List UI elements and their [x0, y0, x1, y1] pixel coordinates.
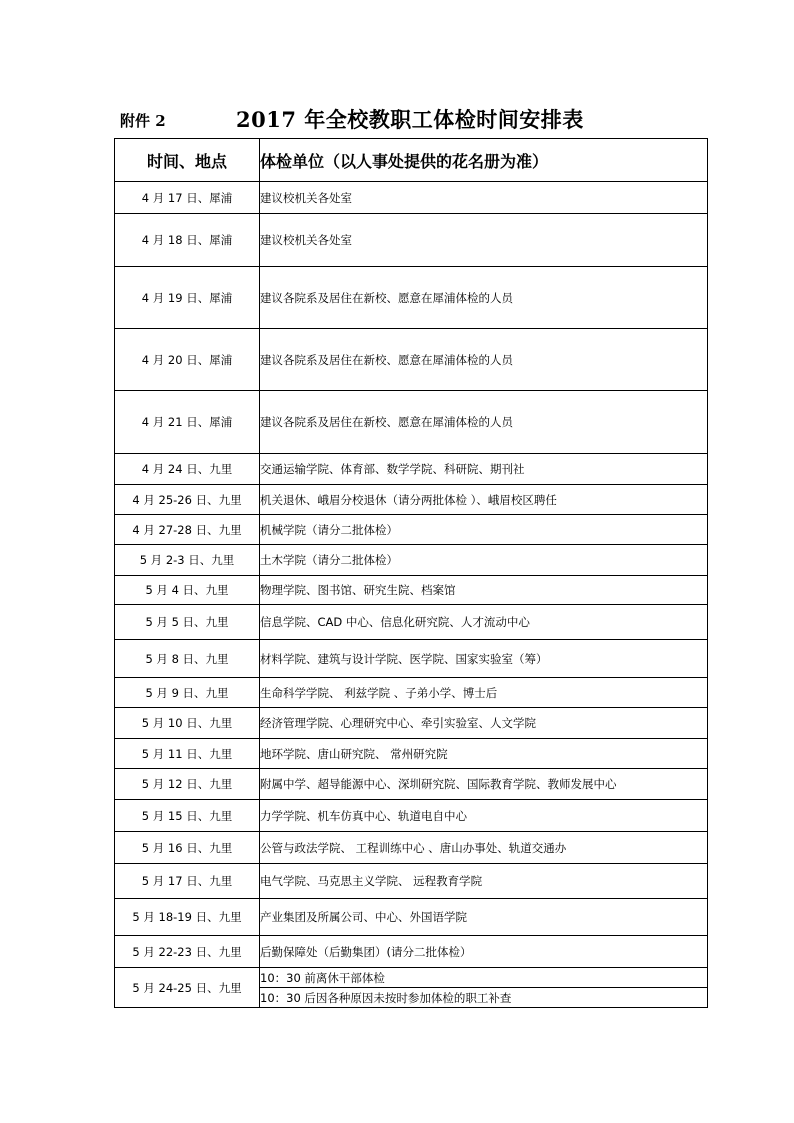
table-row	[115, 864, 708, 899]
table-row	[115, 182, 708, 214]
cell-time: 4 月 24 日、九里	[115, 454, 260, 485]
cell-time: 4 月 25-26 日、九里	[115, 485, 260, 515]
cell-time: 5 月 2-3 日、九里	[115, 545, 260, 576]
cell-unit: 建议校机关各处室	[260, 182, 708, 214]
document-header	[114, 102, 708, 136]
cell-time: 5 月 8 日、九里	[115, 640, 260, 678]
table-row	[115, 936, 708, 968]
cell-time: 4 月 18 日、犀浦	[115, 214, 260, 267]
table-row	[115, 968, 708, 988]
table-row	[115, 515, 708, 545]
table-row	[115, 267, 708, 329]
cell-unit: 地环学院、唐山研究院、 常州研究院	[260, 739, 708, 769]
cell-time: 5 月 17 日、九里	[115, 864, 260, 899]
cell-unit: 信息学院、CAD 中心、信息化研究院、人才流动中心	[260, 605, 708, 640]
table-row	[115, 485, 708, 515]
cell-unit: 生命科学学院、 利兹学院 、子弟小学、博士后	[260, 678, 708, 708]
cell-unit: 物理学院、图书馆、研究生院、档案馆	[260, 576, 708, 605]
table-row	[115, 605, 708, 640]
cell-unit: 建议校机关各处室	[260, 214, 708, 267]
cell-unit: 建议各院系及居住在新校、愿意在犀浦体检的人员	[260, 267, 708, 329]
cell-time: 5 月 12 日、九里	[115, 769, 260, 800]
cell-time: 4 月 19 日、犀浦	[115, 267, 260, 329]
cell-unit: 土木学院（请分二批体检）	[260, 545, 708, 576]
table-row	[115, 899, 708, 936]
table-row	[115, 545, 708, 576]
cell-unit: 公管与政法学院、 工程训练中心 、唐山办事处、轨道交通办	[260, 832, 708, 864]
table-row	[115, 832, 708, 864]
table-row	[115, 708, 708, 739]
document-title: 2017 年全校教职工体检时间安排表	[236, 107, 584, 132]
table-row	[115, 800, 708, 832]
cell-unit: 后勤保障处（后勤集团）(请分二批体检）	[260, 936, 708, 968]
cell-unit: 交通运输学院、体育部、数学学院、科研院、期刊社	[260, 454, 708, 485]
column-header-unit: 体检单位（以人事处提供的花名册为准）	[260, 139, 708, 182]
cell-time: 5 月 9 日、九里	[115, 678, 260, 708]
cell-time: 4 月 21 日、犀浦	[115, 391, 260, 454]
cell-time: 5 月 5 日、九里	[115, 605, 260, 640]
schedule-table	[114, 138, 708, 1008]
table-row	[115, 329, 708, 391]
cell-unit: 力学学院、机车仿真中心、轨道电自中心	[260, 800, 708, 832]
cell-time: 5 月 11 日、九里	[115, 739, 260, 769]
cell-time: 5 月 10 日、九里	[115, 708, 260, 739]
cell-time: 5 月 24-25 日、九里	[115, 968, 260, 1008]
table-header-row	[115, 139, 708, 182]
table-row	[115, 678, 708, 708]
cell-time: 4 月 20 日、犀浦	[115, 329, 260, 391]
cell-time: 4 月 17 日、犀浦	[115, 182, 260, 214]
cell-time: 5 月 18-19 日、九里	[115, 899, 260, 936]
cell-unit: 机械学院（请分二批体检）	[260, 515, 708, 545]
table-row	[115, 454, 708, 485]
cell-time: 5 月 16 日、九里	[115, 832, 260, 864]
cell-time: 5 月 15 日、九里	[115, 800, 260, 832]
cell-time: 5 月 4 日、九里	[115, 576, 260, 605]
cell-unit: 10：30 后因各种原因未按时参加体检的职工补查	[260, 988, 708, 1008]
cell-time: 4 月 27-28 日、九里	[115, 515, 260, 545]
table-row	[115, 576, 708, 605]
table-row	[115, 769, 708, 800]
cell-unit: 10：30 前离休干部体检	[260, 968, 708, 988]
cell-unit: 建议各院系及居住在新校、愿意在犀浦体检的人员	[260, 329, 708, 391]
cell-unit: 附属中学、超导能源中心、深圳研究院、国际教育学院、教师发展中心	[260, 769, 708, 800]
attachment-label: 附件 2	[120, 112, 166, 130]
table-row	[115, 214, 708, 267]
table-row	[115, 739, 708, 769]
cell-time: 5 月 22-23 日、九里	[115, 936, 260, 968]
table-row	[115, 391, 708, 454]
cell-unit: 建议各院系及居住在新校、愿意在犀浦体检的人员	[260, 391, 708, 454]
cell-unit: 电气学院、马克思主义学院、 远程教育学院	[260, 864, 708, 899]
column-header-time: 时间、地点	[115, 139, 260, 182]
cell-unit: 机关退休、峨眉分校退休（请分两批体检 ）、峨眉校区聘任	[260, 485, 708, 515]
cell-unit: 经济管理学院、心理研究中心、牵引实验室、人文学院	[260, 708, 708, 739]
cell-unit: 材料学院、建筑与设计学院、医学院、国家实验室（筹）	[260, 640, 708, 678]
table-row	[115, 640, 708, 678]
cell-unit: 产业集团及所属公司、中心、外国语学院	[260, 899, 708, 936]
